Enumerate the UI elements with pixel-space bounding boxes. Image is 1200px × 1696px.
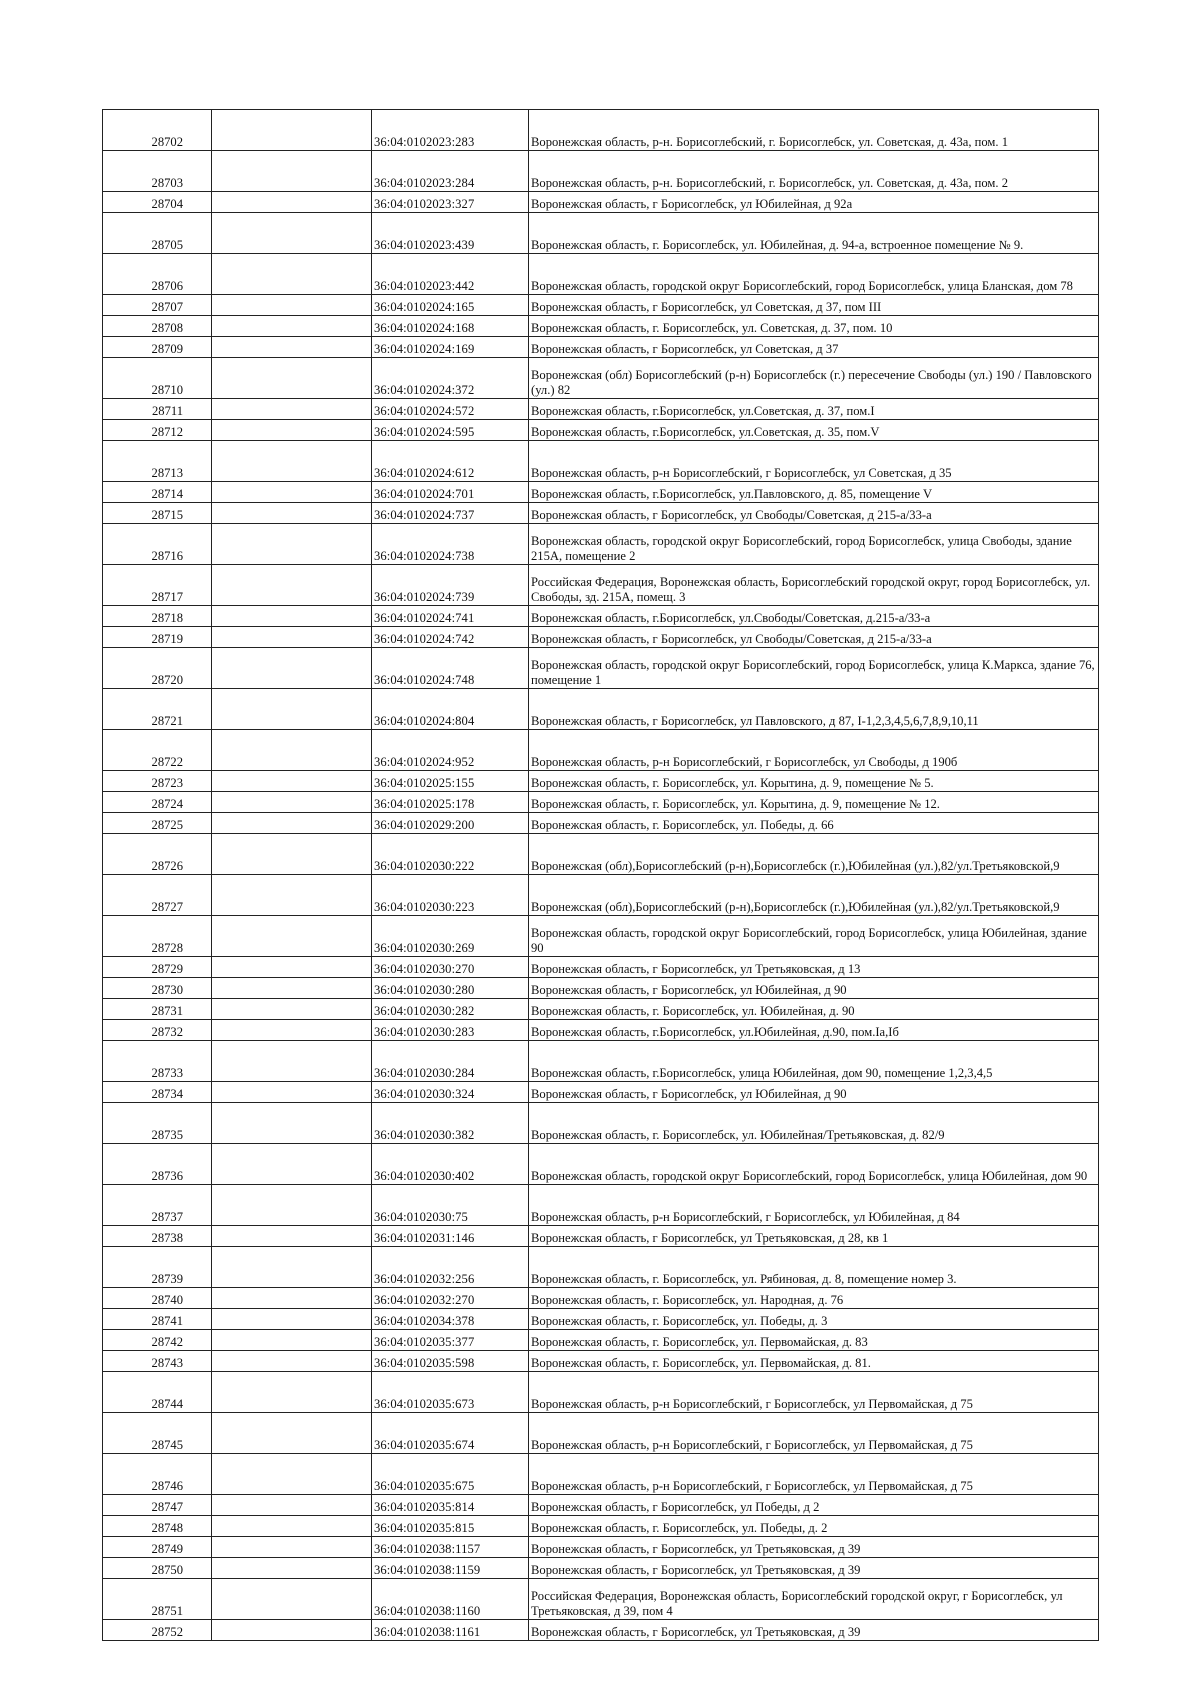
row-number-cell: 28716 bbox=[103, 524, 212, 565]
empty-cell bbox=[212, 1454, 372, 1495]
table-row bbox=[103, 1495, 1099, 1516]
table-row bbox=[103, 316, 1099, 337]
cadastral-number-cell: 36:04:0102024:595 bbox=[372, 420, 529, 441]
row-number-cell: 28736 bbox=[103, 1144, 212, 1185]
cadastral-number-cell: 36:04:0102030:324 bbox=[372, 1082, 529, 1103]
address-cell: Воронежская область, г Борисоглебск, ул Советская, д 37 bbox=[529, 337, 1099, 358]
address-cell: Воронежская область, г Борисоглебск, ул Третьяковская, д 39 bbox=[529, 1620, 1099, 1641]
row-number-cell: 28727 bbox=[103, 875, 212, 916]
row-number-cell: 28737 bbox=[103, 1185, 212, 1226]
row-number-cell: 28721 bbox=[103, 689, 212, 730]
table-row bbox=[103, 1516, 1099, 1537]
address-cell: Воронежская область, р-н Борисоглебский, г Борисоглебск, ул Первомайская, д 75 bbox=[529, 1454, 1099, 1495]
cadastral-number-cell: 36:04:0102024:572 bbox=[372, 399, 529, 420]
cadastral-number-cell: 36:04:0102029:200 bbox=[372, 813, 529, 834]
table-row bbox=[103, 110, 1099, 151]
empty-cell bbox=[212, 792, 372, 813]
row-number-cell: 28728 bbox=[103, 916, 212, 957]
row-number-cell: 28745 bbox=[103, 1413, 212, 1454]
row-number-cell: 28752 bbox=[103, 1620, 212, 1641]
empty-cell bbox=[212, 648, 372, 689]
address-cell: Воронежская область, г.Борисоглебск, ул.Советская, д. 37, пом.I bbox=[529, 399, 1099, 420]
empty-cell bbox=[212, 1330, 372, 1351]
cadastral-number-cell: 36:04:0102038:1157 bbox=[372, 1537, 529, 1558]
row-number-cell: 28724 bbox=[103, 792, 212, 813]
table-row bbox=[103, 1351, 1099, 1372]
row-number-cell: 28723 bbox=[103, 771, 212, 792]
empty-cell bbox=[212, 524, 372, 565]
row-number-cell: 28739 bbox=[103, 1247, 212, 1288]
row-number-cell: 28731 bbox=[103, 999, 212, 1020]
cadastral-number-cell: 36:04:0102023:442 bbox=[372, 254, 529, 295]
cadastral-number-cell: 36:04:0102024:804 bbox=[372, 689, 529, 730]
row-number-cell: 28714 bbox=[103, 482, 212, 503]
table-row bbox=[103, 441, 1099, 482]
cadastral-number-cell: 36:04:0102035:377 bbox=[372, 1330, 529, 1351]
address-cell: Воронежская область, г. Борисоглебск, ул. Корытина, д. 9, помещение № 12. bbox=[529, 792, 1099, 813]
cadastral-number-cell: 36:04:0102024:612 bbox=[372, 441, 529, 482]
empty-cell bbox=[212, 1247, 372, 1288]
cadastral-number-cell: 36:04:0102030:269 bbox=[372, 916, 529, 957]
row-number-cell: 28708 bbox=[103, 316, 212, 337]
empty-cell bbox=[212, 1144, 372, 1185]
row-number-cell: 28710 bbox=[103, 358, 212, 399]
cadastral-number-cell: 36:04:0102030:402 bbox=[372, 1144, 529, 1185]
table-row bbox=[103, 1620, 1099, 1641]
row-number-cell: 28709 bbox=[103, 337, 212, 358]
cadastral-number-cell: 36:04:0102030:222 bbox=[372, 834, 529, 875]
cadastral-number-cell: 36:04:0102024:165 bbox=[372, 295, 529, 316]
table-row bbox=[103, 1041, 1099, 1082]
cadastral-number-cell: 36:04:0102023:327 bbox=[372, 192, 529, 213]
cadastral-number-cell: 36:04:0102025:178 bbox=[372, 792, 529, 813]
table-row bbox=[103, 420, 1099, 441]
cadastral-number-cell: 36:04:0102024:169 bbox=[372, 337, 529, 358]
cadastral-number-cell: 36:04:0102023:283 bbox=[372, 110, 529, 151]
empty-cell bbox=[212, 151, 372, 192]
table-row bbox=[103, 399, 1099, 420]
table-body bbox=[103, 110, 1099, 1641]
table-row bbox=[103, 606, 1099, 627]
cadastral-number-cell: 36:04:0102032:256 bbox=[372, 1247, 529, 1288]
empty-cell bbox=[212, 1558, 372, 1579]
cadastral-number-cell: 36:04:0102024:952 bbox=[372, 730, 529, 771]
row-number-cell: 28735 bbox=[103, 1103, 212, 1144]
empty-cell bbox=[212, 1082, 372, 1103]
address-cell: Российская Федерация, Воронежская область, Борисоглебский городской округ, г Борисоглебск, ул Третьяковская, д 39, пом 4 bbox=[529, 1579, 1099, 1620]
address-cell: Воронежская область, г.Борисоглебск, ул.Павловского, д. 85, помещение V bbox=[529, 482, 1099, 503]
empty-cell bbox=[212, 1351, 372, 1372]
address-cell: Воронежская область, г. Борисоглебск, ул. Первомайская, д. 81. bbox=[529, 1351, 1099, 1372]
table-row bbox=[103, 482, 1099, 503]
empty-cell bbox=[212, 689, 372, 730]
table-row bbox=[103, 627, 1099, 648]
row-number-cell: 28750 bbox=[103, 1558, 212, 1579]
row-number-cell: 28725 bbox=[103, 813, 212, 834]
table-row bbox=[103, 834, 1099, 875]
address-cell: Воронежская область, г Борисоглебск, ул Победы, д 2 bbox=[529, 1495, 1099, 1516]
empty-cell bbox=[212, 1516, 372, 1537]
empty-cell bbox=[212, 420, 372, 441]
cadastral-number-cell: 36:04:0102024:738 bbox=[372, 524, 529, 565]
address-cell: Воронежская (обл),Борисоглебский (р-н),Борисоглебск (г.),Юбилейная (ул.),82/ул.Третьяковской,9 bbox=[529, 834, 1099, 875]
cadastral-number-cell: 36:04:0102038:1161 bbox=[372, 1620, 529, 1641]
empty-cell bbox=[212, 1288, 372, 1309]
registry-table bbox=[102, 109, 1099, 1641]
row-number-cell: 28704 bbox=[103, 192, 212, 213]
address-cell: Воронежская область, городской округ Борисоглебский, город Борисоглебск, улица Свободы, здание 215А, помещение 2 bbox=[529, 524, 1099, 565]
empty-cell bbox=[212, 295, 372, 316]
cadastral-number-cell: 36:04:0102038:1159 bbox=[372, 1558, 529, 1579]
table-row bbox=[103, 813, 1099, 834]
empty-cell bbox=[212, 730, 372, 771]
empty-cell bbox=[212, 316, 372, 337]
row-number-cell: 28726 bbox=[103, 834, 212, 875]
empty-cell bbox=[212, 999, 372, 1020]
cadastral-number-cell: 36:04:0102024:742 bbox=[372, 627, 529, 648]
empty-cell bbox=[212, 1579, 372, 1620]
address-cell: Воронежская область, р-н Борисоглебский, г Борисоглебск, ул Первомайская, д 75 bbox=[529, 1413, 1099, 1454]
table-row bbox=[103, 1020, 1099, 1041]
cadastral-number-cell: 36:04:0102024:748 bbox=[372, 648, 529, 689]
address-cell: Воронежская область, г Борисоглебск, ул Юбилейная, д 92а bbox=[529, 192, 1099, 213]
table-row bbox=[103, 1579, 1099, 1620]
cadastral-number-cell: 36:04:0102030:75 bbox=[372, 1185, 529, 1226]
table-row bbox=[103, 1454, 1099, 1495]
empty-cell bbox=[212, 1309, 372, 1330]
cadastral-number-cell: 36:04:0102035:598 bbox=[372, 1351, 529, 1372]
empty-cell bbox=[212, 978, 372, 999]
address-cell: Воронежская область, г Борисоглебск, ул Юбилейная, д 90 bbox=[529, 1082, 1099, 1103]
row-number-cell: 28729 bbox=[103, 957, 212, 978]
address-cell: Воронежская область, г Борисоглебск, ул Свободы/Советская, д 215-а/33-а bbox=[529, 627, 1099, 648]
table-row bbox=[103, 503, 1099, 524]
empty-cell bbox=[212, 606, 372, 627]
address-cell: Воронежская область, городской округ Борисоглебский, город Борисоглебск, улица Юбилейная, здание 90 bbox=[529, 916, 1099, 957]
table-row bbox=[103, 565, 1099, 606]
address-cell: Воронежская область, г Борисоглебск, ул Павловского, д 87, I-1,2,3,4,5,6,7,8,9,10,11 bbox=[529, 689, 1099, 730]
table-row bbox=[103, 254, 1099, 295]
cadastral-number-cell: 36:04:0102024:737 bbox=[372, 503, 529, 524]
row-number-cell: 28717 bbox=[103, 565, 212, 606]
cadastral-number-cell: 36:04:0102030:282 bbox=[372, 999, 529, 1020]
table-row bbox=[103, 1558, 1099, 1579]
row-number-cell: 28748 bbox=[103, 1516, 212, 1537]
address-cell: Воронежская область, г. Борисоглебск, ул. Юбилейная, д. 90 bbox=[529, 999, 1099, 1020]
row-number-cell: 28719 bbox=[103, 627, 212, 648]
cadastral-number-cell: 36:04:0102030:283 bbox=[372, 1020, 529, 1041]
empty-cell bbox=[212, 503, 372, 524]
table-row bbox=[103, 213, 1099, 254]
cadastral-number-cell: 36:04:0102030:270 bbox=[372, 957, 529, 978]
address-cell: Воронежская область, г. Борисоглебск, ул. Первомайская, д. 83 bbox=[529, 1330, 1099, 1351]
address-cell: Воронежская область, г. Борисоглебск, ул. Советская, д. 37, пом. 10 bbox=[529, 316, 1099, 337]
address-cell: Воронежская область, городской округ Борисоглебский, город Борисоглебск, улица Юбилейная, дом 90 bbox=[529, 1144, 1099, 1185]
empty-cell bbox=[212, 1226, 372, 1247]
cadastral-number-cell: 36:04:0102024:168 bbox=[372, 316, 529, 337]
empty-cell bbox=[212, 1413, 372, 1454]
row-number-cell: 28730 bbox=[103, 978, 212, 999]
row-number-cell: 28741 bbox=[103, 1309, 212, 1330]
empty-cell bbox=[212, 813, 372, 834]
address-cell: Воронежская область, г.Борисоглебск, ул.Свободы/Советская, д.215-а/33-а bbox=[529, 606, 1099, 627]
row-number-cell: 28707 bbox=[103, 295, 212, 316]
row-number-cell: 28720 bbox=[103, 648, 212, 689]
row-number-cell: 28751 bbox=[103, 1579, 212, 1620]
table-row bbox=[103, 875, 1099, 916]
table-row bbox=[103, 1144, 1099, 1185]
table-row bbox=[103, 1226, 1099, 1247]
row-number-cell: 28705 bbox=[103, 213, 212, 254]
address-cell: Воронежская область, г Борисоглебск, ул Третьяковская, д 28, кв 1 bbox=[529, 1226, 1099, 1247]
row-number-cell: 28734 bbox=[103, 1082, 212, 1103]
table-row bbox=[103, 771, 1099, 792]
address-cell: Воронежская область, р-н Борисоглебский, г Борисоглебск, ул Первомайская, д 75 bbox=[529, 1372, 1099, 1413]
address-cell: Российская Федерация, Воронежская область, Борисоглебский городской округ, город Борисоглебск, ул. Свободы, зд. 215А, помещ. 3 bbox=[529, 565, 1099, 606]
address-cell: Воронежская область, г. Борисоглебск, ул. Юбилейная, д. 94-а, встроенное помещение № 9. bbox=[529, 213, 1099, 254]
table-row bbox=[103, 1103, 1099, 1144]
empty-cell bbox=[212, 834, 372, 875]
cadastral-number-cell: 36:04:0102025:155 bbox=[372, 771, 529, 792]
address-cell: Воронежская область, р-н Борисоглебский, г Борисоглебск, ул Советская, д 35 bbox=[529, 441, 1099, 482]
empty-cell bbox=[212, 441, 372, 482]
table-row bbox=[103, 151, 1099, 192]
address-cell: Воронежская область, р-н. Борисоглебский, г. Борисоглебск, ул. Советская, д. 43а, пом. 1 bbox=[529, 110, 1099, 151]
empty-cell bbox=[212, 875, 372, 916]
address-cell: Воронежская область, г. Борисоглебск, ул. Рябиновая, д. 8, помещение номер 3. bbox=[529, 1247, 1099, 1288]
row-number-cell: 28749 bbox=[103, 1537, 212, 1558]
empty-cell bbox=[212, 957, 372, 978]
row-number-cell: 28740 bbox=[103, 1288, 212, 1309]
cadastral-number-cell: 36:04:0102035:674 bbox=[372, 1413, 529, 1454]
cadastral-number-cell: 36:04:0102031:146 bbox=[372, 1226, 529, 1247]
row-number-cell: 28732 bbox=[103, 1020, 212, 1041]
cadastral-number-cell: 36:04:0102024:701 bbox=[372, 482, 529, 503]
row-number-cell: 28747 bbox=[103, 1495, 212, 1516]
empty-cell bbox=[212, 358, 372, 399]
table-row bbox=[103, 648, 1099, 689]
empty-cell bbox=[212, 1495, 372, 1516]
address-cell: Воронежская область, г Борисоглебск, ул Юбилейная, д 90 bbox=[529, 978, 1099, 999]
table-row bbox=[103, 792, 1099, 813]
address-cell: Воронежская область, р-н Борисоглебский, г Борисоглебск, ул Свободы, д 190б bbox=[529, 730, 1099, 771]
cadastral-number-cell: 36:04:0102030:280 bbox=[372, 978, 529, 999]
table-row bbox=[103, 1372, 1099, 1413]
row-number-cell: 28715 bbox=[103, 503, 212, 524]
address-cell: Воронежская область, городской округ Борисоглебский, город Борисоглебск, улица Бланская, дом 78 bbox=[529, 254, 1099, 295]
empty-cell bbox=[212, 1537, 372, 1558]
empty-cell bbox=[212, 254, 372, 295]
table-row bbox=[103, 1330, 1099, 1351]
address-cell: Воронежская область, г.Борисоглебск, улица Юбилейная, дом 90, помещение 1,2,3,4,5 bbox=[529, 1041, 1099, 1082]
row-number-cell: 28712 bbox=[103, 420, 212, 441]
address-cell: Воронежская область, г. Борисоглебск, ул. Победы, д. 2 bbox=[529, 1516, 1099, 1537]
empty-cell bbox=[212, 916, 372, 957]
empty-cell bbox=[212, 1020, 372, 1041]
address-cell: Воронежская область, г.Борисоглебск, ул.Юбилейная, д.90, пом.Iа,Iб bbox=[529, 1020, 1099, 1041]
address-cell: Воронежская область, г Борисоглебск, ул Советская, д 37, пом III bbox=[529, 295, 1099, 316]
cadastral-number-cell: 36:04:0102032:270 bbox=[372, 1288, 529, 1309]
empty-cell bbox=[212, 1620, 372, 1641]
address-cell: Воронежская область, г. Борисоглебск, ул. Корытина, д. 9, помещение № 5. bbox=[529, 771, 1099, 792]
address-cell: Воронежская область, г Борисоглебск, ул Третьяковская, д 39 bbox=[529, 1537, 1099, 1558]
cadastral-number-cell: 36:04:0102035:815 bbox=[372, 1516, 529, 1537]
row-number-cell: 28733 bbox=[103, 1041, 212, 1082]
row-number-cell: 28746 bbox=[103, 1454, 212, 1495]
address-cell: Воронежская область, г. Борисоглебск, ул. Победы, д. 3 bbox=[529, 1309, 1099, 1330]
table-row bbox=[103, 1082, 1099, 1103]
table-row bbox=[103, 1288, 1099, 1309]
table-row bbox=[103, 916, 1099, 957]
cadastral-number-cell: 36:04:0102035:814 bbox=[372, 1495, 529, 1516]
cadastral-number-cell: 36:04:0102024:372 bbox=[372, 358, 529, 399]
empty-cell bbox=[212, 1103, 372, 1144]
cadastral-number-cell: 36:04:0102035:675 bbox=[372, 1454, 529, 1495]
cadastral-number-cell: 36:04:0102030:382 bbox=[372, 1103, 529, 1144]
table-row bbox=[103, 999, 1099, 1020]
table-row bbox=[103, 689, 1099, 730]
table-row bbox=[103, 1309, 1099, 1330]
cadastral-number-cell: 36:04:0102023:284 bbox=[372, 151, 529, 192]
row-number-cell: 28702 bbox=[103, 110, 212, 151]
table-row bbox=[103, 957, 1099, 978]
empty-cell bbox=[212, 1185, 372, 1226]
address-cell: Воронежская область, г. Борисоглебск, ул. Юбилейная/Третьяковская, д. 82/9 bbox=[529, 1103, 1099, 1144]
address-cell: Воронежская область, г Борисоглебск, ул Третьяковская, д 13 bbox=[529, 957, 1099, 978]
row-number-cell: 28713 bbox=[103, 441, 212, 482]
empty-cell bbox=[212, 1041, 372, 1082]
table-row bbox=[103, 192, 1099, 213]
empty-cell bbox=[212, 110, 372, 151]
row-number-cell: 28742 bbox=[103, 1330, 212, 1351]
row-number-cell: 28718 bbox=[103, 606, 212, 627]
table-row bbox=[103, 337, 1099, 358]
empty-cell bbox=[212, 192, 372, 213]
cadastral-number-cell: 36:04:0102024:741 bbox=[372, 606, 529, 627]
cadastral-number-cell: 36:04:0102035:673 bbox=[372, 1372, 529, 1413]
table-row bbox=[103, 1413, 1099, 1454]
empty-cell bbox=[212, 771, 372, 792]
empty-cell bbox=[212, 213, 372, 254]
table-row bbox=[103, 978, 1099, 999]
cadastral-number-cell: 36:04:0102030:284 bbox=[372, 1041, 529, 1082]
table-row bbox=[103, 295, 1099, 316]
empty-cell bbox=[212, 627, 372, 648]
cadastral-number-cell: 36:04:0102038:1160 bbox=[372, 1579, 529, 1620]
empty-cell bbox=[212, 399, 372, 420]
address-cell: Воронежская область, г.Борисоглебск, ул.Советская, д. 35, пом.V bbox=[529, 420, 1099, 441]
empty-cell bbox=[212, 1372, 372, 1413]
row-number-cell: 28743 bbox=[103, 1351, 212, 1372]
row-number-cell: 28706 bbox=[103, 254, 212, 295]
address-cell: Воронежская область, городской округ Борисоглебский, город Борисоглебск, улица К.Маркса, здание 76, помещение 1 bbox=[529, 648, 1099, 689]
cadastral-number-cell: 36:04:0102023:439 bbox=[372, 213, 529, 254]
row-number-cell: 28722 bbox=[103, 730, 212, 771]
cadastral-number-cell: 36:04:0102034:378 bbox=[372, 1309, 529, 1330]
address-cell: Воронежская область, г Борисоглебск, ул Третьяковская, д 39 bbox=[529, 1558, 1099, 1579]
address-cell: Воронежская область, р-н. Борисоглебский, г. Борисоглебск, ул. Советская, д. 43а, пом. 2 bbox=[529, 151, 1099, 192]
row-number-cell: 28744 bbox=[103, 1372, 212, 1413]
address-cell: Воронежская (обл),Борисоглебский (р-н),Борисоглебск (г.),Юбилейная (ул.),82/ул.Третьяковской,9 bbox=[529, 875, 1099, 916]
address-cell: Воронежская (обл) Борисоглебский (р-н) Борисоглебск (г.) пересечение Свободы (ул.) 190 / Павловского (ул.) 82 bbox=[529, 358, 1099, 399]
table-row bbox=[103, 358, 1099, 399]
table-row bbox=[103, 524, 1099, 565]
cadastral-number-cell: 36:04:0102030:223 bbox=[372, 875, 529, 916]
row-number-cell: 28711 bbox=[103, 399, 212, 420]
address-cell: Воронежская область, г Борисоглебск, ул Свободы/Советская, д 215-а/33-а bbox=[529, 503, 1099, 524]
empty-cell bbox=[212, 565, 372, 606]
table-row bbox=[103, 730, 1099, 771]
empty-cell bbox=[212, 482, 372, 503]
address-cell: Воронежская область, г. Борисоглебск, ул. Народная, д. 76 bbox=[529, 1288, 1099, 1309]
empty-cell bbox=[212, 337, 372, 358]
row-number-cell: 28703 bbox=[103, 151, 212, 192]
cadastral-number-cell: 36:04:0102024:739 bbox=[372, 565, 529, 606]
table-row bbox=[103, 1185, 1099, 1226]
address-cell: Воронежская область, р-н Борисоглебский, г Борисоглебск, ул Юбилейная, д 84 bbox=[529, 1185, 1099, 1226]
table-row bbox=[103, 1537, 1099, 1558]
table-row bbox=[103, 1247, 1099, 1288]
address-cell: Воронежская область, г. Борисоглебск, ул. Победы, д. 66 bbox=[529, 813, 1099, 834]
row-number-cell: 28738 bbox=[103, 1226, 212, 1247]
